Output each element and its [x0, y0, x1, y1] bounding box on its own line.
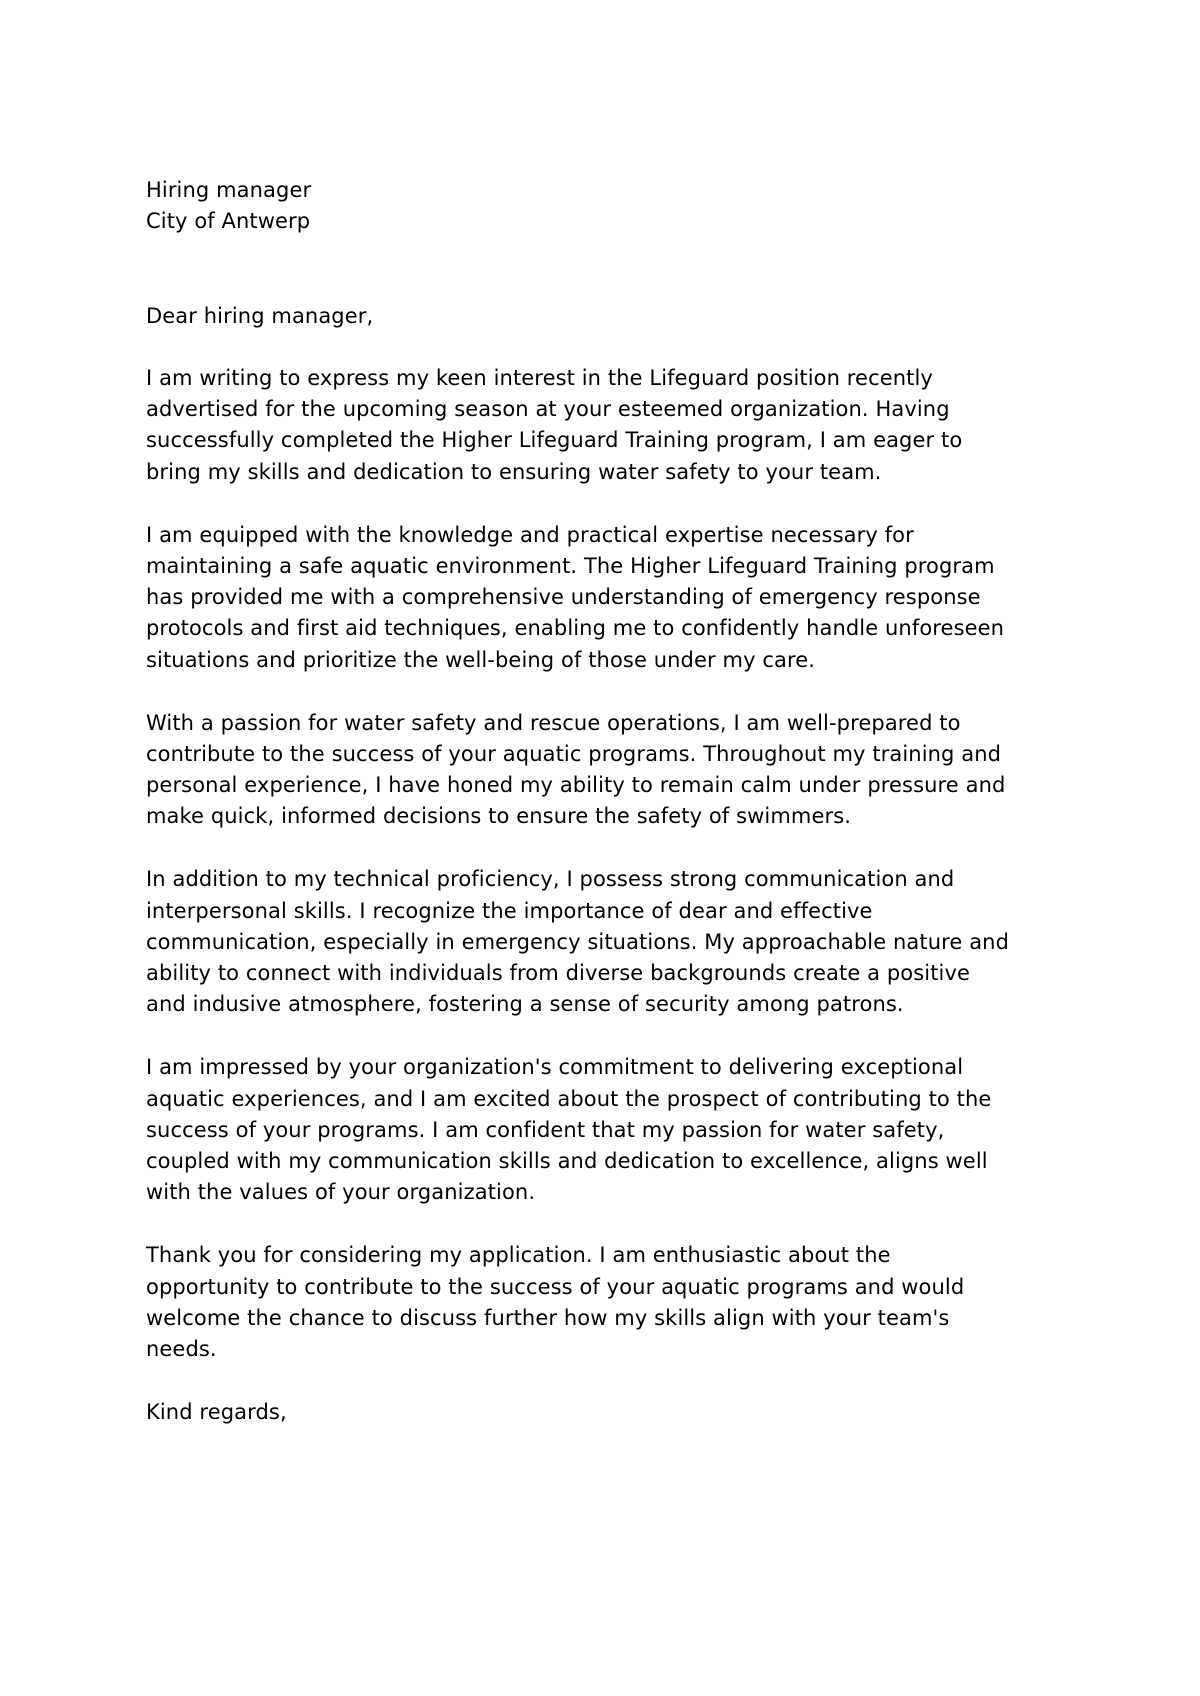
paragraph-line: make quick, informed decisions to ensure the safety of swimmers. — [146, 804, 852, 829]
paragraph-line: I am writing to express my keen interest in the Lifeguard position recently — [146, 365, 933, 390]
paragraph-line: situations and prioritize the well-being of those under my care. — [146, 647, 816, 672]
paragraph-3 — [146, 708, 1086, 833]
paragraph-5 — [146, 1052, 1086, 1208]
paragraph-6 — [146, 1240, 1086, 1365]
paragraph-line: contribute to the success of your aquatic programs. Throughout my training and — [146, 741, 1002, 766]
paragraph-4 — [146, 864, 1086, 1020]
paragraph-2 — [146, 520, 1086, 676]
closing-text: Kind regards, — [146, 1399, 287, 1424]
recipient-block — [146, 175, 1086, 238]
paragraph-line: has provided me with a comprehensive understanding of emergency response — [146, 585, 981, 610]
salutation-text: Dear hiring manager, — [146, 303, 374, 328]
paragraph-line: needs. — [146, 1337, 217, 1362]
paragraph-line: interpersonal skills. I recognize the importance of dear and effective — [146, 898, 873, 923]
paragraph-line: In addition to my technical proficiency, I possess strong communication and — [146, 867, 955, 892]
paragraph-line: With a passion for water safety and rescue operations, I am well-prepared to — [146, 710, 961, 735]
paragraph-line: and indusive atmosphere, fostering a sense of security among patrons. — [146, 992, 904, 1017]
paragraph-line: aquatic experiences, and I am excited about the prospect of contributing to the — [146, 1086, 992, 1111]
recipient-organization: City of Antwerp — [146, 209, 311, 234]
paragraph-line: opportunity to contribute to the success of your aquatic programs and would — [146, 1274, 965, 1299]
paragraph-line: maintaining a safe aquatic environment. The Higher Lifeguard Training program — [146, 553, 995, 578]
paragraph-line: personal experience, I have honed my ability to remain calm under pressure and — [146, 773, 1006, 798]
paragraph-line: with the values of your organization. — [146, 1180, 536, 1205]
paragraph-line: successfully completed the Higher Lifeguard Training program, I am eager to — [146, 428, 963, 453]
paragraph-line: ability to connect with individuals from diverse backgrounds create a positive — [146, 961, 971, 986]
paragraph-line: coupled with my communication skills and dedication to excellence, aligns well — [146, 1149, 988, 1174]
cover-letter — [146, 175, 1086, 1428]
recipient-name: Hiring manager — [146, 178, 312, 202]
paragraph-line: welcome the chance to discuss further how my skills align with your team's — [146, 1305, 950, 1330]
paragraph-line: I am equipped with the knowledge and practical expertise necessary for — [146, 522, 914, 547]
paragraph-line: communication, especially in emergency situations. My approachable nature and — [146, 929, 1009, 954]
paragraph-line: I am impressed by your organization's commitment to delivering exceptional — [146, 1055, 964, 1080]
paragraph-1 — [146, 363, 1086, 488]
closing — [146, 1397, 1086, 1428]
paragraph-line: success of your programs. I am confident that my passion for water safety, — [146, 1117, 945, 1142]
paragraph-line: bring my skills and dedication to ensuring water safety to your team. — [146, 459, 882, 484]
paragraph-line: protocols and first aid techniques, enabling me to confidently handle unforeseen — [146, 616, 1005, 641]
paragraph-line: Thank you for considering my application. I am enthusiastic about the — [146, 1243, 891, 1268]
paragraph-line: advertised for the upcoming season at your esteemed organization. Having — [146, 397, 950, 422]
salutation — [146, 301, 1086, 332]
